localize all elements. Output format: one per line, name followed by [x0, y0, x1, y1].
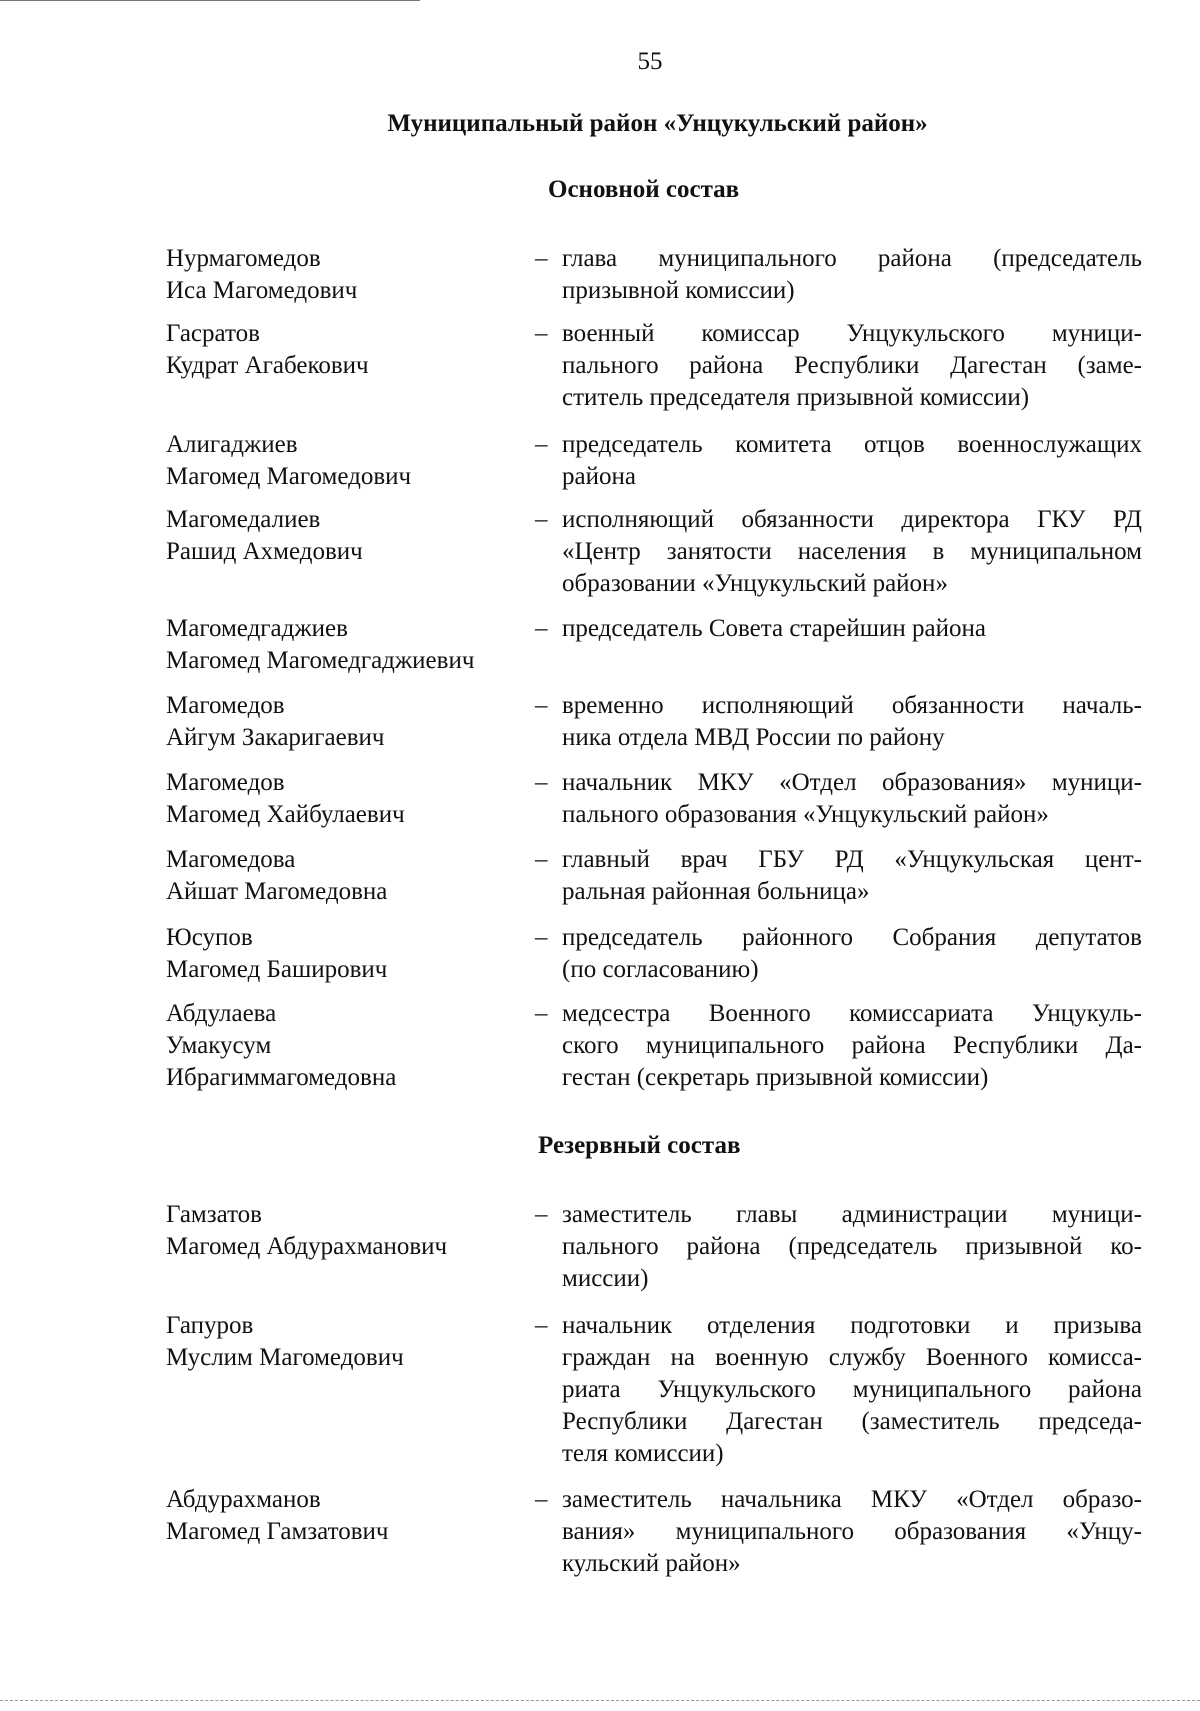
- member-role-line: теля комиссии): [562, 1440, 724, 1467]
- role-dash: –: [535, 320, 548, 347]
- member-name: [166, 922, 536, 986]
- member-name-line: Магомедов: [166, 769, 285, 796]
- member-name: [166, 844, 536, 908]
- member-name-line: Иса Магомедович: [166, 277, 358, 304]
- member-role-line: пального образования «Унцукульский район»: [562, 801, 1049, 828]
- member-role: [562, 243, 1142, 307]
- main-section-heading: Основной состав: [548, 176, 740, 203]
- role-dash: –: [535, 506, 548, 533]
- member-role-line: гестан (секретарь призывной комиссии): [562, 1064, 989, 1091]
- member-name-line: Магомедов: [166, 692, 285, 719]
- member-role-line: Республики Дагестан (заместитель председа-: [562, 1408, 1142, 1435]
- member-role-line: риата Унцукульского муниципального района: [562, 1376, 1142, 1403]
- member-name: [166, 998, 536, 1094]
- member-name-line: Магомед Гамзатович: [166, 1518, 389, 1545]
- member-name-line: Магомед Баширович: [166, 956, 388, 983]
- member-role: [562, 429, 1142, 493]
- member-role-line: ника отдела МВД России по району: [562, 724, 945, 751]
- member-name-line: Айгум Закаригаевич: [166, 724, 385, 751]
- member-role-line: пального района Республики Дагестан (заме-: [562, 352, 1142, 379]
- member-name-line: Магомед Хайбулаевич: [166, 801, 405, 828]
- member-role-line: кульский район»: [562, 1550, 741, 1577]
- page-number: 55: [637, 48, 663, 75]
- member-name: [166, 318, 536, 382]
- member-name: [166, 613, 536, 677]
- member-name: [166, 243, 536, 307]
- member-name-line: Гамзатов: [166, 1201, 262, 1228]
- member-role-line: района: [562, 463, 636, 490]
- role-dash: –: [535, 1312, 548, 1339]
- member-role: [562, 504, 1142, 600]
- member-role-line: начальник отделения подготовки и призыва: [562, 1312, 1142, 1339]
- member-role-line: (по согласованию): [562, 956, 759, 983]
- member-role-line: председатель комитета отцов военнослужащих: [562, 431, 1142, 458]
- member-role-line: председатель Совета старейшин района: [562, 615, 986, 642]
- member-role: [562, 318, 1142, 414]
- role-dash: –: [535, 692, 548, 719]
- role-dash: –: [535, 846, 548, 873]
- member-name-line: Гасратов: [166, 320, 260, 347]
- member-name-line: Магомедова: [166, 846, 296, 873]
- member-name-line: Магомед Абдурахманович: [166, 1233, 448, 1260]
- member-name-line: Абдулаева: [166, 1000, 277, 1027]
- member-role: [562, 690, 1142, 754]
- member-role: [562, 1310, 1142, 1470]
- member-role-line: граждан на военную службу Военного комисса-: [562, 1344, 1142, 1371]
- member-name: [166, 1199, 536, 1263]
- member-name-line: Ибрагиммагомедовна: [166, 1064, 397, 1091]
- member-name: [166, 1310, 536, 1374]
- scan-edge-bottom: [0, 1700, 1200, 1701]
- member-role-line: председатель районного Собрания депутатов: [562, 924, 1142, 951]
- role-dash: –: [535, 431, 548, 458]
- role-dash: –: [535, 1000, 548, 1027]
- member-role: [562, 1484, 1142, 1580]
- member-role-line: глава муниципального района (председатель: [562, 245, 1142, 272]
- role-dash: –: [535, 924, 548, 951]
- member-role-line: «Центр занятости населения в муниципальном: [562, 538, 1142, 565]
- member-name: [166, 429, 536, 493]
- member-name: [166, 504, 536, 568]
- member-role: [562, 1199, 1142, 1295]
- reserve-section-heading: Резервный состав: [538, 1132, 741, 1159]
- member-name: [166, 1484, 536, 1548]
- member-role-line: заместитель главы администрации муници-: [562, 1201, 1142, 1228]
- member-role-line: медсестра Военного комиссариата Унцукуль-: [562, 1000, 1142, 1027]
- member-role-line: временно исполняющий обязанности началь-: [562, 692, 1142, 719]
- member-role-line: призывной комиссии): [562, 277, 795, 304]
- member-name-line: Алигаджиев: [166, 431, 298, 458]
- scan-edge-top: [0, 0, 420, 1]
- member-name-line: Магомед Магомедович: [166, 463, 412, 490]
- member-role: [562, 998, 1142, 1094]
- member-name-line: Муслим Магомедович: [166, 1344, 404, 1371]
- member-role-line: пального района (председатель призывной ко-: [562, 1233, 1142, 1260]
- member-name-line: Айшат Магомедовна: [166, 878, 388, 905]
- role-dash: –: [535, 1486, 548, 1513]
- member-name: [166, 767, 536, 831]
- member-role-line: ральная районная больница»: [562, 878, 870, 905]
- member-name-line: Нурмагомедов: [166, 245, 321, 272]
- member-name-line: Умакусум: [166, 1032, 272, 1059]
- member-role: [562, 922, 1142, 986]
- role-dash: –: [535, 1201, 548, 1228]
- member-name-line: Магомед Магомедгаджиевич: [166, 647, 475, 674]
- role-dash: –: [535, 769, 548, 796]
- member-role-line: исполняющий обязанности директора ГКУ РД: [562, 506, 1142, 533]
- member-role-line: главный врач ГБУ РД «Унцукульская цент-: [562, 846, 1142, 873]
- role-dash: –: [535, 245, 548, 272]
- member-role-line: ститель председателя призывной комиссии): [562, 384, 1030, 411]
- member-role-line: военный комиссар Унцукульского муници-: [562, 320, 1142, 347]
- member-role-line: образовании «Унцукульский район»: [562, 570, 948, 597]
- member-role-line: вания» муниципального образования «Унцу-: [562, 1518, 1142, 1545]
- member-role: [562, 767, 1142, 831]
- member-role-line: миссии): [562, 1265, 649, 1292]
- member-role-line: заместитель начальника МКУ «Отдел образо-: [562, 1486, 1142, 1513]
- member-name-line: Магомедгаджиев: [166, 615, 348, 642]
- member-name-line: Магомедалиев: [166, 506, 321, 533]
- member-name-line: Рашид Ахмедович: [166, 538, 363, 565]
- member-name-line: Кудрат Агабекович: [166, 352, 369, 379]
- member-name-line: Гапуров: [166, 1312, 254, 1339]
- member-role: [562, 844, 1142, 908]
- member-role-line: ского муниципального района Республики Да-: [562, 1032, 1142, 1059]
- member-role: [562, 613, 1142, 645]
- document-title: Муниципальный район «Унцукульский район»: [387, 110, 928, 137]
- member-name-line: Абдурахманов: [166, 1486, 321, 1513]
- role-dash: –: [535, 615, 548, 642]
- member-role-line: начальник МКУ «Отдел образования» муници-: [562, 769, 1142, 796]
- member-name-line: Юсупов: [166, 924, 253, 951]
- member-name: [166, 690, 536, 754]
